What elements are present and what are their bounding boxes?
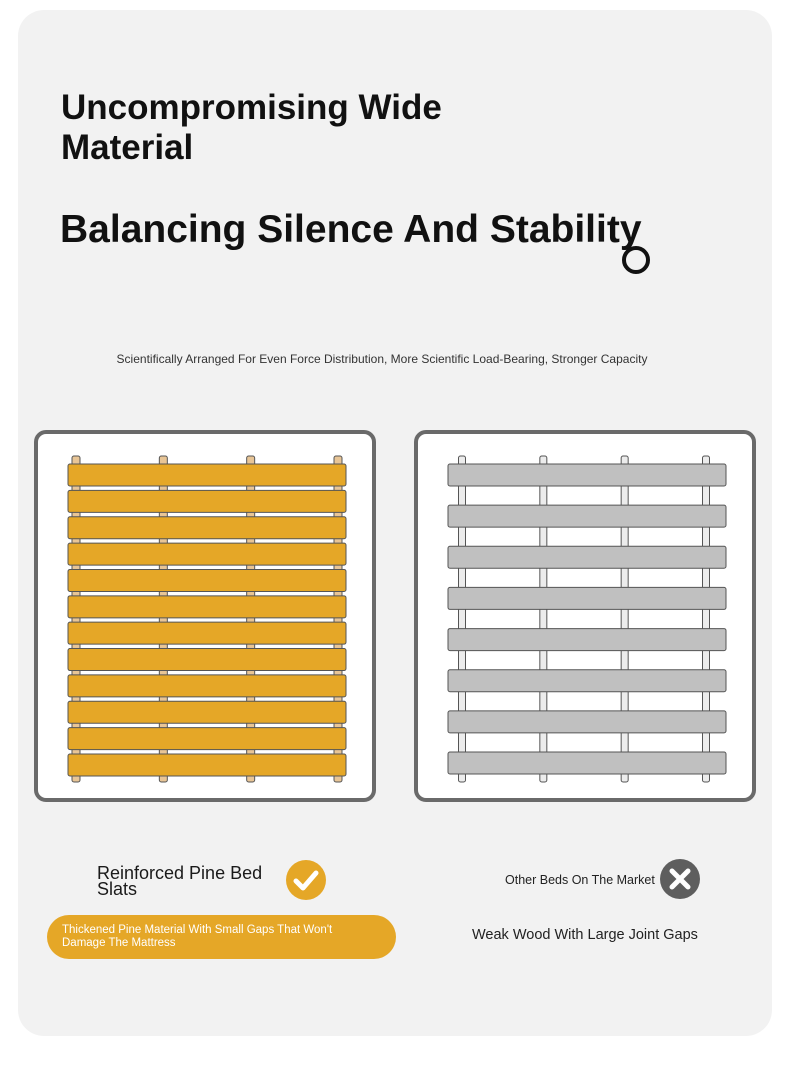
page-title: Uncompromising Wide Material — [61, 88, 442, 167]
bed-slat — [448, 670, 726, 692]
ring-icon — [622, 246, 650, 274]
page-subtitle: Balancing Silence And Stability — [60, 208, 642, 251]
bed-slat — [448, 629, 726, 651]
pine-slats-label: Reinforced Pine Bed Slats — [97, 863, 263, 899]
pine-slats-note: Thickened Pine Material With Small Gaps That Won't Damage The Mattress — [47, 915, 396, 959]
bed-slat — [68, 675, 346, 697]
bed-slat — [68, 569, 346, 591]
bed-slat — [68, 754, 346, 776]
bed-slat — [448, 505, 726, 527]
bed-slat — [68, 622, 346, 644]
bed-slat — [68, 543, 346, 565]
market-slats-svg — [418, 434, 752, 798]
bed-slat — [68, 517, 346, 539]
bed-slat — [68, 701, 346, 723]
pine-slats-svg — [38, 434, 372, 798]
cross-icon — [660, 859, 700, 899]
bed-slat — [68, 596, 346, 618]
bed-slat — [448, 711, 726, 733]
bed-slat — [68, 728, 346, 750]
market-beds-label: Other Beds On The Market — [505, 873, 655, 887]
bed-slat — [448, 546, 726, 568]
bed-slat — [448, 464, 726, 486]
feature-description: Scientifically Arranged For Even Force Distribution, More Scientific Load-Bearing, Stronger Capacity — [116, 352, 648, 366]
market-beds-note: Weak Wood With Large Joint Gaps — [472, 927, 698, 943]
check-icon — [286, 860, 326, 900]
bed-slat — [448, 587, 726, 609]
bed-slat — [68, 464, 346, 486]
bed-slat — [68, 649, 346, 671]
market-slats-illustration — [414, 430, 756, 802]
pine-slats-illustration — [34, 430, 376, 802]
bed-slat — [448, 752, 726, 774]
bed-slat — [68, 490, 346, 512]
